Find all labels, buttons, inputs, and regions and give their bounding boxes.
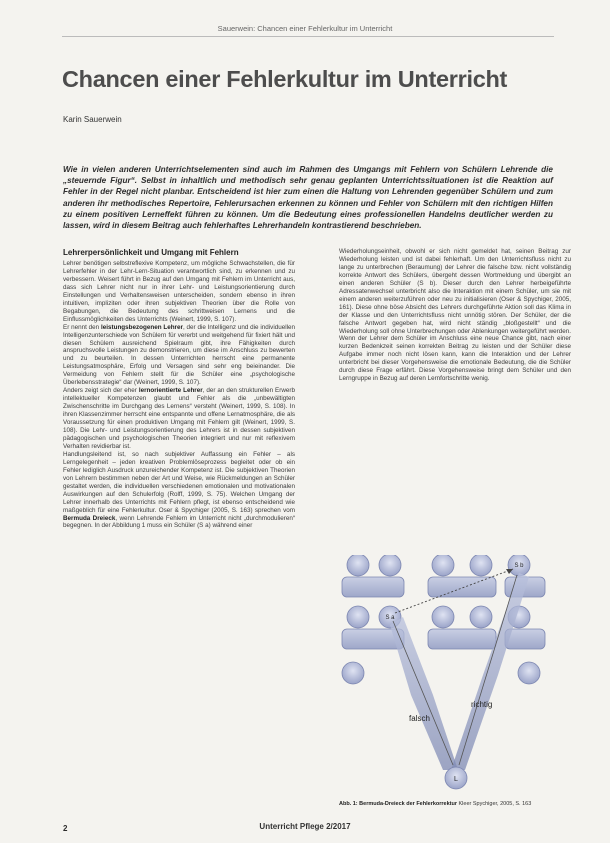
paragraph-1: Lehrer benötigen selbstreflexive Kompetenz, um mögliche Schwachstellen, die für Lehrerfehler in der Lehr-Lern-Situation verantwortlich sind, zu erkennen und zu verbessern. Weisert führt in Bezug auf den Umgang mit Fehlern im Unterricht aus, dass sich Lehrer nicht nur in ihrer Lehr- und Leistungsorientierung durch Einstellungen und Verhaltensweisen unterscheiden, sondern ebenso in ihren intuitiven, impliziten oder ihren subjektiven Theorien über die Rolle von Begabungen, die Bedeutung des schrittweisen Lernens und die Einflussmöglichkeiten des Unterrichts (Weinert, 1999, S. 107). [63,260,295,323]
paragraph-3-post: , der an den strukturellen Erwerb intellektueller Kompetenzen glaubt und Fehler als die „unbewältigten Zwischenschritte im Durchgang des Lernens“ versteht (Weinert, 1999, S. 108). In ihren Klassenzimmer herrscht eine entspannte und offene Lernatmosphäre, die als Voraussetzung für einen produktiven Umgang mit Fehlern gilt (Weinert, 1999, S. 108). Die Lehr- und Leistungsorientierung des Lehrers ist in dessen subjektiven pädagogischen und psychologischen Theorien integriert und nur mit reflexivem Verhalten revidierbar ist. [63,387,295,450]
label-l: L [454,776,458,783]
label-richtig: richtig [471,700,493,709]
right-column [339,248,571,548]
article-title: Chancen einer Fehlerkultur im Unterricht [62,66,508,92]
journal-footer: Unterricht Pflege 2/2017 [259,822,351,831]
paragraph-2-bold: leistungsbezogenen Lehrer [101,323,183,331]
paragraph-2 [63,324,295,388]
richtig-line [459,575,517,765]
paragraph-4-post: , wenn Lehrende Fehlern im Unterricht nicht „durchmodulieren“ begegnen. In der Abbildung 1 muss ein Schüler (S a) während einer [63,514,295,530]
student-seat [470,606,492,628]
desk [342,577,404,597]
student-seat [347,606,369,628]
paragraph-4-pre: Handlungsleitend ist, so nach subjektiver Auffassung ein Fehler – als Lerngelegenheit – jeden kreativen Problemlöseprozess begleitet oder ob ein Fehler lediglich Ausdruck unzureichender Kompetenz ist. Die subjektiven Theorien von Lehrern bestimmen neben der Art und Weise, wie Rückmeldungen an Schüler gestaltet werden, die individuellen verschiedenen emotionalen und motivationalen Auswirkungen auf den Schulerfolg (Rolff, 1999, S. 75). Welchen Umgang der Lehrer innerhalb des Unterrichts mit Fehlern pflegt, ist ebenso entscheidend wie maßgeblich für eine Fehlerkultur. Oser & Spychiger (2005, S. 163) sprechen vom [63,450,295,514]
caption-source: Kleer Spychiger, 2005, S. 163 [456,801,532,807]
student-seat [379,555,401,576]
caption-title: Abb. 1: Bermuda-Dreieck der Fehlerkorrektur [339,801,457,807]
page-number: 2 [63,824,68,833]
figure-caption [339,801,559,808]
label-sa: S a [385,615,395,621]
abstract: Wie in vielen anderen Unterrichtselementen sind auch im Rahmen des Umgangs mit Fehlern von Schülern Lehrende die „steuernde Figur“. Selbst in inhaltlich und methodisch sehr genau geplanten Unterrichtssituationen ist die Reaktion auf Fehler in der Regel nicht planbar. Entscheidend ist hier zum einen die Haltung von Lehrenden gegenüber Schülern und zum anderen ihr methodisches Repertoire, Fehlerursachen erkennen zu können und Fehler von Schülern mit den richtigen Hilfen zu einem positiven Lerneffekt führen zu können. Um die Bedeutung eines professionellen Handelns deutlicher werden zu lassen, wird in diesem Beitrag auch fehlerhaftes Lehrerhandeln kontrastierend beschrieben. [63,165,553,231]
paragraph-5: Wiederholungseinheit, obwohl er sich nicht gemeldet hat, seinen Beitrag zur Wiederholung leisten und ist dabei fehlerhaft. Um den Unterrichtsfluss nicht zu lange zu unterbrechen (Beraumung) der Lehrer die falsche bzw. nicht vollständig korrekte Antwort des Schülers, übergeht dessen Wortmeldung und übergibt an einen anderen Schüler (S b). Dieser durch den Lehrer herbeigeführte Adressatenwechsel unterbricht also die Interaktion mit einem Schüler, um sie mit einem anderen weiterzuführen oder neu zu initialisieren (Oser & Spychiger, 2005, 161). Diese ohne böse Absicht des Lehrers durchgeführte Aktion soll das Klima in der Klasse und den Unterrichtsfluss nicht unnötig stören. Der Schüler, der die falsche Antwort gegeben hat, wird nicht ständig „bloßgestellt“ und die Wiederholung soll ohne Unterbrechungen oder Ablenkungen weitergeführt werden. Wenn der Lehrer dem Schüler im Anschluss eine neue Chance gibt, nach einer kurzen Bedenkzeit seinen korrekten Beitrag zu leisten und der Schüler diese Aufgabe immer noch nicht lösen kann, kann die Interaktion und der Lehrer unterbricht bei dieser Vorgehensweise die emotionale Bedeutung, die die Schüler durch diese Frage erfährt. Diese Vorgehensweise bringt dem Schüler und den Lerngruppe in Bezug auf deren Lernfortschritte wenig. [339,248,571,383]
student-seat [432,606,454,628]
paragraph-4 [63,451,295,531]
desk [428,577,496,597]
left-column [63,248,295,793]
student-seat [342,662,364,684]
student-seat [432,555,454,576]
figure-illustration [333,555,558,795]
richtig-beam [451,573,529,770]
paragraph-3-pre: Anders zeigt sich der eher [63,387,139,395]
label-falsch: falsch [409,714,430,723]
student-seat [470,555,492,576]
paragraph-3-bold: lernorientierte Lehrer [138,387,203,395]
section-heading: Lehrerpersönlichkeit und Umgang mit Fehlern [63,248,239,257]
paragraph-3 [63,387,295,451]
student-seat [347,555,369,576]
paragraph-2-post: , der die Intelligenz und die individuellen Intelligenzunterschiede von Schülern für vererbt und weitgehend für fixiert hält und diesen Schülern ausreichend Spielraum gibt, ihre Fähigkeiten durch anspruchsvolle Leistungen zu demonstrieren, um diese im Anschluss zu bewerten und zu beurteilen. In dessen Unterrichten herrscht eine permanente Leistungsatmosphäre, Erfolg und Versagen sind sehr eng beieinander. Die Vermeidung von Fehlern stellt für die Schüler eine „psychologische Überlebensstrategie“ dar (Weinert, 1999, S. 107). [63,323,295,387]
paragraph-2-pre: Er nennt den [63,323,102,331]
paragraph-4-bold: Bermuda Dreieck [63,514,116,522]
student-seat [518,662,540,684]
label-sb: S b [514,563,524,569]
bermuda-triangle-figure [333,555,558,795]
author-name: Karin Sauerwein [63,115,122,124]
header-rule [62,36,554,37]
running-head: Sauerwein: Chancen einer Fehlerkultur im Unterricht [217,24,393,33]
desk [428,629,496,649]
